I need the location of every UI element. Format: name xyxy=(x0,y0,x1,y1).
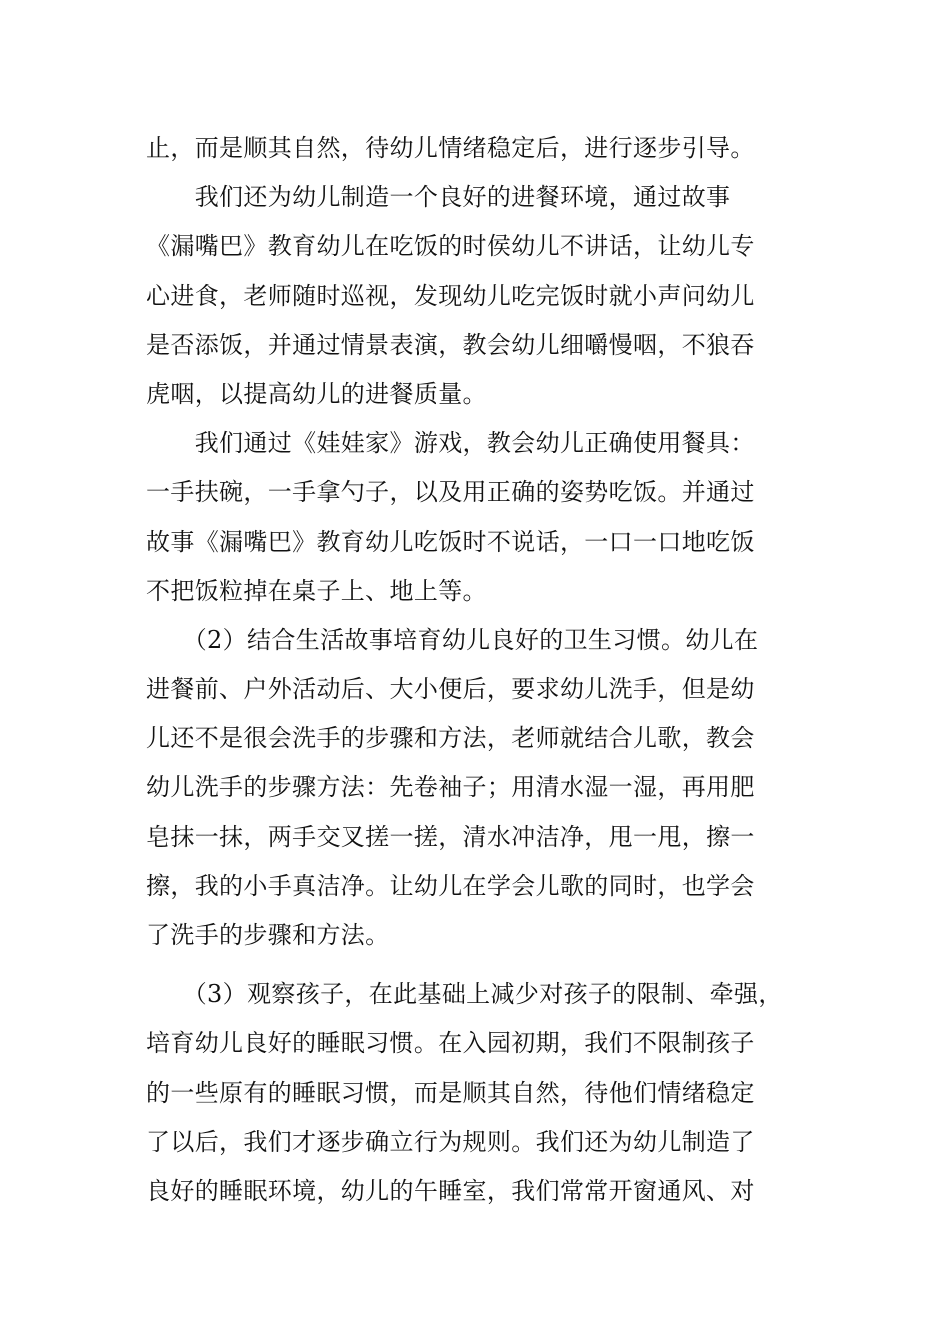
text-line: 我们还为幼儿制造一个良好的进餐环境，通过故事 xyxy=(146,183,731,212)
text-line: 的一些原有的睡眠习惯，而是顺其自然，待他们情绪稳定 xyxy=(146,1078,755,1107)
text-line: （3）观察孩子，在此基础上减少对孩子的限制、牵强， xyxy=(146,980,783,1009)
text-line: 虎咽，以提高幼儿的进餐质量。 xyxy=(146,379,487,408)
text-line: 止，而是顺其自然，待幼儿情绪稳定后，进行逐步引导。 xyxy=(146,134,755,162)
text-line: 良好的睡眠环境，幼儿的午睡室，我们常常开窗通风、对 xyxy=(146,1176,755,1205)
text-line: 一手扶碗，一手拿勺子，以及用正确的姿势吃饭。并通过 xyxy=(146,478,755,507)
text-line: （2）结合生活故事培育幼儿良好的卫生习惯。幼儿在 xyxy=(146,625,759,654)
text-line: 不把饭粒掉在桌子上、地上等。 xyxy=(146,576,487,605)
text-line: 是否添饭，并通过情景表演，教会幼儿细嚼慢咽，不狼吞 xyxy=(146,330,755,359)
text-line: 擦，我的小手真洁净。让幼儿在学会儿歌的同时，也学会 xyxy=(146,871,755,900)
text-line: 我们通过《娃娃家》游戏，教会幼儿正确使用餐具： xyxy=(146,429,755,458)
text-line: 了洗手的步骤和方法。 xyxy=(146,921,390,949)
text-line: 《漏嘴巴》教育幼儿在吃饭的时侯幼儿不讲话，让幼儿专 xyxy=(146,232,755,261)
text-line: 故事《漏嘴巴》教育幼儿吃饭时不说话，一口一口地吃饭 xyxy=(146,527,755,556)
text-line: 进餐前、户外活动后、大小便后，要求幼儿洗手，但是幼 xyxy=(146,675,755,704)
text-line: 心进食，老师随时巡视，发现幼儿吃完饭时就小声问幼儿 xyxy=(146,281,755,310)
text-line: 培育幼儿良好的睡眠习惯。在入园初期，我们不限制孩子 xyxy=(146,1029,755,1058)
paragraph-gap xyxy=(146,960,836,970)
document-body xyxy=(146,124,836,1216)
text-line: 幼儿洗手的步骤方法：先卷袖子；用清水湿一湿，再用肥 xyxy=(146,773,755,802)
text-line: 皂抹一抹，两手交叉搓一搓，清水冲洁净，甩一甩，擦一 xyxy=(146,822,755,851)
text-line: 儿还不是很会洗手的步骤和方法，老师就结合儿歌，教会 xyxy=(146,724,755,753)
text-line: 了以后，我们才逐步确立行为规则。我们还为幼儿制造了 xyxy=(146,1127,755,1156)
